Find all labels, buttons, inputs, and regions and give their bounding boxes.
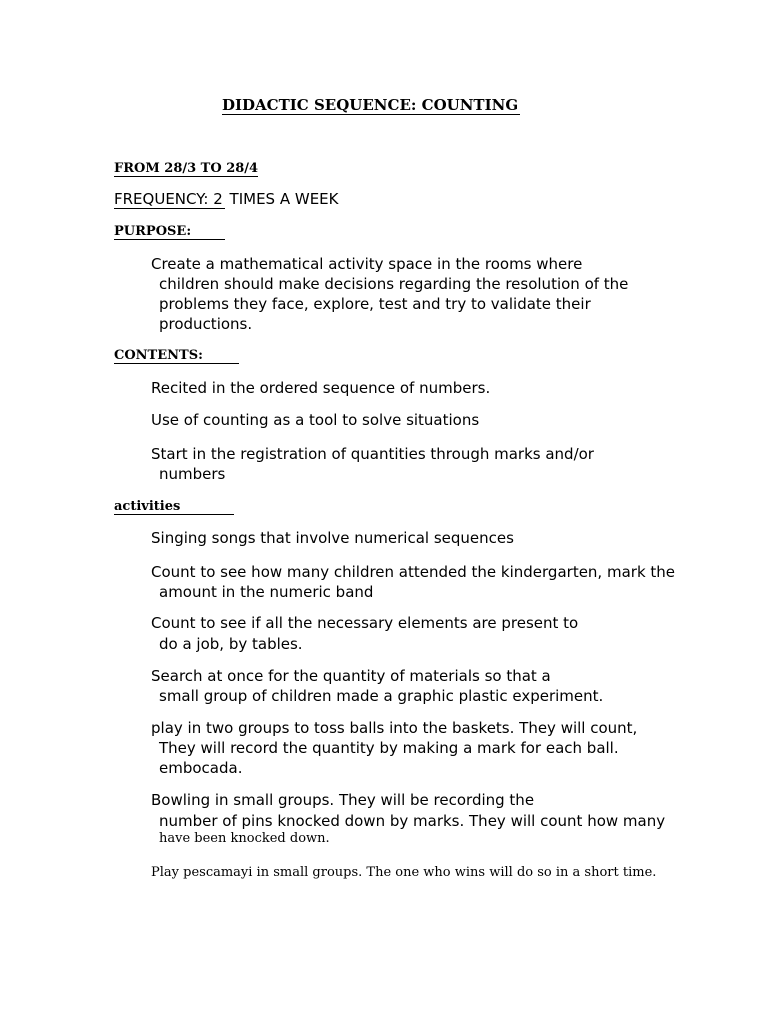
list-item: Search at once for the quantity of materials so that a — [151, 667, 551, 685]
frequency-label: FREQUENCY: 2 — [114, 190, 223, 208]
page-title: DIDACTIC SEQUENCE: COUNTING — [222, 96, 519, 114]
frequency-rest: TIMES A WEEK — [229, 190, 339, 208]
list-item-continuation: productions. — [159, 315, 253, 333]
list-item-continuation: embocada. — [159, 759, 243, 777]
list-item: Start in the registration of quantities through marks and/or — [151, 445, 594, 463]
frequency-line — [114, 190, 339, 209]
purpose-heading: PURPOSE: — [114, 224, 225, 240]
list-item: Bowling in small groups. They will be recording the — [151, 791, 535, 809]
list-item: Count to see how many children attended the kindergarten, mark the — [151, 563, 676, 581]
list-item-continuation: do a job, by tables. — [159, 635, 303, 653]
list-item: Count to see if all the necessary elements are present to — [151, 614, 579, 632]
list-item: play in two groups to toss balls into the baskets. They will count, — [151, 719, 638, 737]
list-item-continuation: problems they face, explore, test and try to validate their — [159, 295, 591, 313]
activities-heading: activities — [114, 499, 234, 515]
list-item-continuation: have been knocked down. — [159, 831, 330, 846]
list-item: Singing songs that involve numerical sequences — [151, 529, 514, 547]
list-item-continuation: number of pins knocked down by marks. They will count how many — [159, 812, 666, 830]
list-item: Create a mathematical activity space in the rooms where — [151, 255, 583, 273]
list-item-continuation: amount in the numeric band — [159, 583, 374, 601]
list-item: Play pescamayi in small groups. The one who wins will do so in a short time. — [151, 865, 657, 880]
contents-heading: CONTENTS: — [114, 348, 239, 364]
list-item: Use of counting as a tool to solve situations — [151, 411, 480, 429]
list-item-continuation: numbers — [159, 465, 226, 483]
list-item-continuation: small group of children made a graphic plastic experiment. — [159, 687, 604, 705]
date-range: FROM 28/3 TO 28/4 — [114, 161, 259, 176]
list-item: Recited in the ordered sequence of numbers. — [151, 379, 491, 397]
list-item-continuation: They will record the quantity by making a mark for each ball. — [159, 739, 619, 757]
list-item-continuation: children should make decisions regarding the resolution of the — [159, 275, 629, 293]
